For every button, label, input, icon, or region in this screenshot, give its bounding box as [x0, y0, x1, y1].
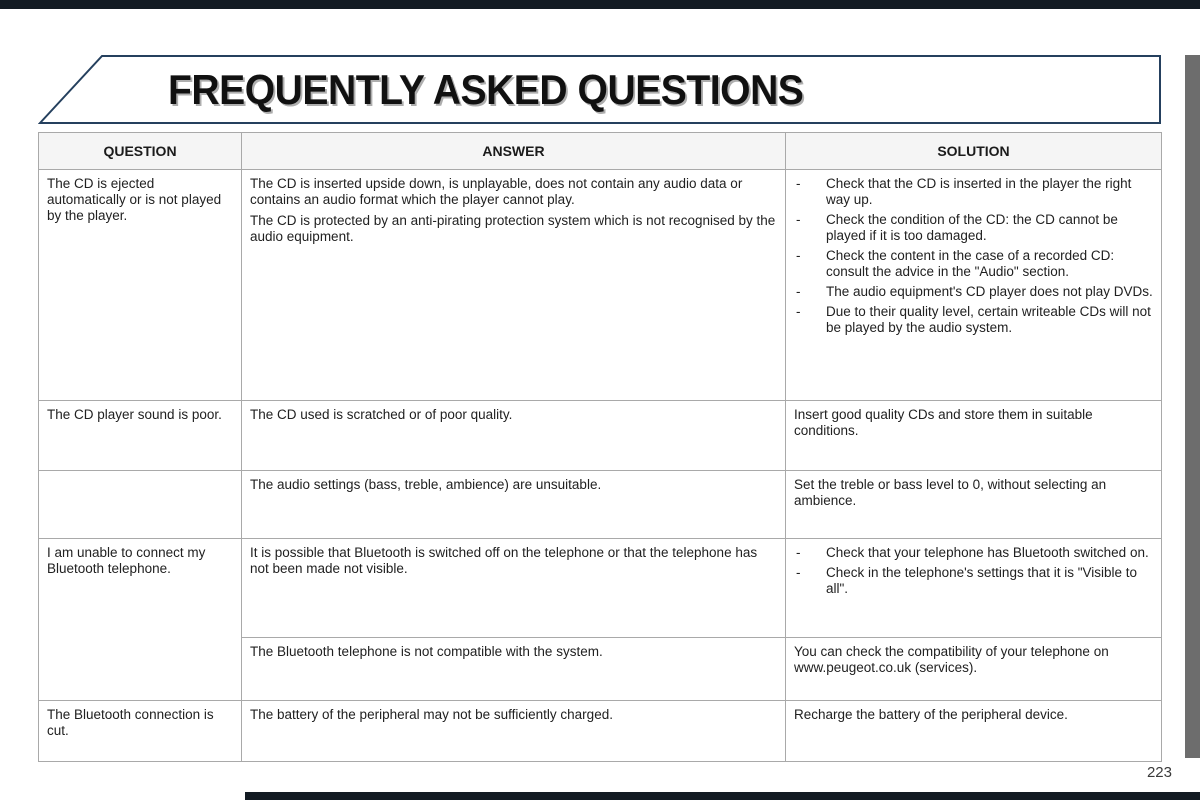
- answer-text: The audio settings (bass, treble, ambience) are unsuitable.: [250, 477, 602, 492]
- faq-table: [38, 132, 1162, 762]
- solution-cell: [786, 401, 1162, 471]
- title-banner: [38, 55, 1162, 125]
- answer-cell: [242, 638, 786, 701]
- solution-text: Insert good quality CDs and store them in suitable conditions.: [794, 407, 1093, 438]
- solution-text: Check that the CD is inserted in the player the right way up.: [826, 176, 1132, 207]
- solution-bullet-item: [794, 545, 1153, 561]
- solution-text: You can check the compatibility of your telephone on www.peugeot.co.uk (services).: [794, 644, 1109, 675]
- col-header-question: QUESTION: [39, 133, 242, 170]
- answer-text: It is possible that Bluetooth is switched off on the telephone or that the telephone has not been made not visible.: [250, 545, 758, 576]
- solution-text: Set the treble or bass level to 0, without selecting an ambience.: [794, 477, 1107, 508]
- question-cell: [39, 701, 242, 762]
- answer-text: The Bluetooth telephone is not compatible with the system.: [250, 644, 603, 659]
- bullet-dash-icon: -: [796, 545, 801, 560]
- answer-text: The CD is protected by an anti-pirating protection system which is not recognised by the audio equipment.: [250, 213, 776, 244]
- solution-bullet-item: [794, 284, 1153, 300]
- top-edge-bar: [0, 0, 1200, 9]
- solution-bullet-item: [794, 176, 1153, 208]
- faq-table-body: [39, 170, 1162, 762]
- page-number: 223: [1146, 764, 1172, 781]
- solution-text: Check the condition of the CD: the CD cannot be played if it is too damaged.: [826, 212, 1118, 243]
- solution-cell: [786, 701, 1162, 762]
- question-cell: [39, 539, 242, 701]
- answer-cell: [242, 539, 786, 638]
- solution-cell: [786, 638, 1162, 701]
- solution-bullet-item: [794, 565, 1153, 597]
- solution-bullet-item: [794, 212, 1153, 244]
- question-cell: [39, 401, 242, 471]
- bullet-dash-icon: -: [796, 565, 801, 580]
- bullet-dash-icon: -: [796, 248, 801, 263]
- section-tab-marker: [1185, 55, 1200, 758]
- question-text: The CD player sound is poor.: [47, 407, 222, 422]
- solution-cell: [786, 170, 1162, 401]
- question-text: I am unable to connect my Bluetooth telephone.: [47, 545, 206, 576]
- answer-text: The CD used is scratched or of poor quality.: [250, 407, 513, 422]
- solution-text: The audio equipment's CD player does not play DVDs.: [826, 284, 1153, 299]
- answer-text: The CD is inserted upside down, is unplayable, does not contain any audio data or contains an audio format which the player cannot play.: [250, 176, 743, 207]
- faq-header-row: [39, 133, 1162, 170]
- bullet-dash-icon: -: [796, 212, 801, 227]
- faq-row: [39, 170, 1162, 401]
- answer-cell: [242, 401, 786, 471]
- answer-cell: [242, 471, 786, 539]
- solution-cell: [786, 471, 1162, 539]
- col-header-solution: SOLUTION: [786, 133, 1162, 170]
- faq-row: [39, 401, 1162, 471]
- solution-bullet-item: [794, 248, 1153, 280]
- faq-row: [39, 539, 1162, 638]
- faq-row: [39, 471, 1162, 539]
- question-text: The CD is ejected automatically or is not played by the player.: [47, 176, 222, 223]
- question-text: The Bluetooth connection is cut.: [47, 707, 214, 738]
- answer-text: The battery of the peripheral may not be sufficiently charged.: [250, 707, 613, 722]
- faq-row: [39, 701, 1162, 762]
- answer-cell: [242, 701, 786, 762]
- solution-bullet-item: [794, 304, 1153, 336]
- col-header-answer: ANSWER: [242, 133, 786, 170]
- bottom-edge-bar: [245, 792, 1200, 800]
- solution-cell: [786, 539, 1162, 638]
- bullet-dash-icon: -: [796, 304, 801, 319]
- question-cell: [39, 471, 242, 539]
- answer-cell: [242, 170, 786, 401]
- bullet-dash-icon: -: [796, 284, 801, 299]
- solution-text: Recharge the battery of the peripheral device.: [794, 707, 1068, 722]
- solution-text: Check the content in the case of a recorded CD: consult the advice in the "Audio" section.: [826, 248, 1115, 279]
- page-title: FREQUENTLY ASKED QUESTIONS: [168, 66, 804, 113]
- question-cell: [39, 170, 242, 401]
- solution-text: Check that your telephone has Bluetooth switched on.: [826, 545, 1149, 560]
- solution-text: Due to their quality level, certain writeable CDs will not be played by the audio system.: [826, 304, 1151, 335]
- bullet-dash-icon: -: [796, 176, 801, 191]
- solution-text: Check in the telephone's settings that it is "Visible to all".: [826, 565, 1138, 596]
